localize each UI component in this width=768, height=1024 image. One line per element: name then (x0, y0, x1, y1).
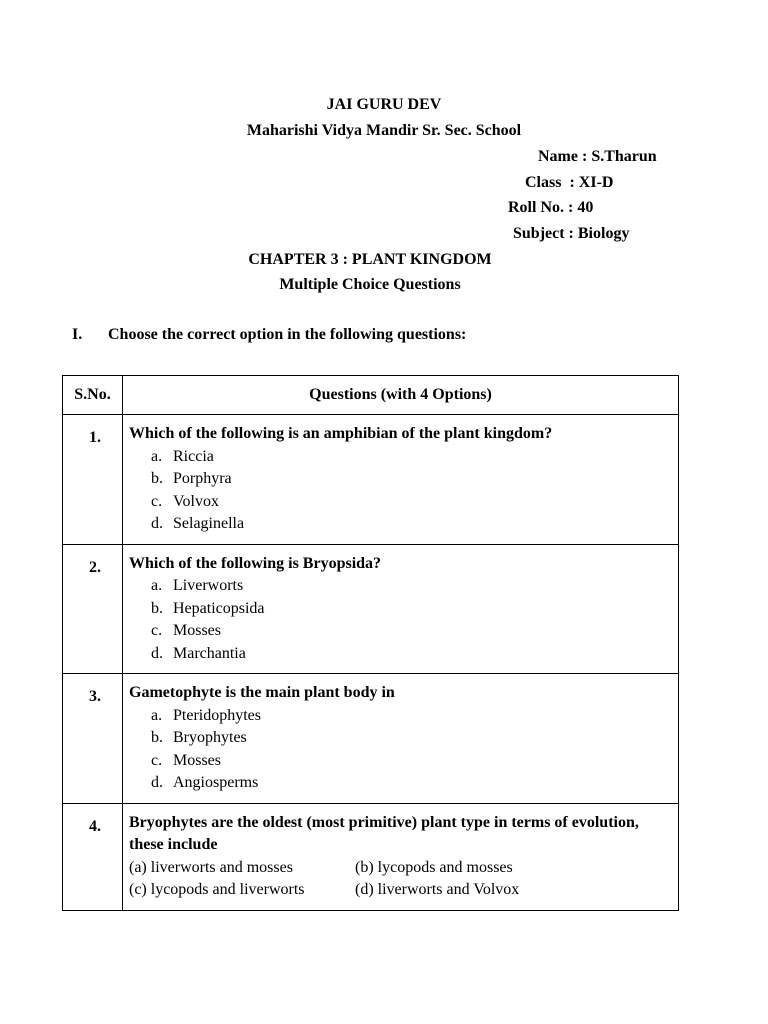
option-text: (d) liverworts and Volvox (355, 881, 520, 898)
column-header-sno: S.No. (63, 376, 123, 415)
option-letter: a. (151, 447, 163, 465)
question-text: Which of the following is an amphibian of the plant kingdom? (129, 425, 553, 442)
question-cell (123, 544, 679, 674)
option-letter: b. (151, 729, 163, 746)
option-letter: a. (151, 577, 163, 594)
table-header-row (63, 376, 679, 415)
option-text: Mosses (173, 622, 222, 639)
option-text: Angiosperms (173, 774, 259, 791)
question-row (63, 674, 679, 804)
option-text: Pteridophytes (173, 706, 261, 724)
option-list (129, 705, 672, 795)
option-list (129, 575, 672, 665)
option-letter: c. (151, 622, 163, 639)
option-text: Hepaticopsida (173, 599, 265, 617)
question-number: 3. (63, 674, 123, 804)
option-list (129, 446, 672, 536)
option-text: Marchantia (173, 644, 246, 662)
student-class: Class : XI-D (525, 174, 614, 191)
question-cell (123, 415, 679, 545)
option-item (151, 727, 672, 750)
question-number: 4. (63, 803, 123, 910)
option-text: Riccia (173, 447, 214, 465)
option-letter: d. (151, 774, 163, 791)
option-text: (b) lycopods and mosses (355, 858, 513, 876)
section-heading (72, 325, 466, 345)
question-text: Gametophyte is the main plant body in (129, 684, 395, 701)
option-item (151, 491, 672, 514)
option-letter: d. (151, 644, 163, 662)
option-text: (a) liverworts and mosses (129, 858, 293, 876)
option-text: Selaginella (173, 515, 245, 532)
option-item (151, 575, 672, 598)
roll-number: Roll No. : 40 (508, 199, 594, 216)
option-item (151, 446, 672, 469)
question-number: 2. (63, 544, 123, 674)
option-letter: b. (151, 599, 163, 617)
question-cell (123, 803, 679, 910)
option-text: Bryophytes (173, 729, 247, 746)
questions-table (62, 375, 679, 911)
option-letter: d. (151, 515, 163, 532)
question-number: 1. (63, 415, 123, 545)
option-letter: c. (151, 751, 163, 769)
chapter-title: CHAPTER 3 : PLANT KINGDOM (248, 251, 492, 268)
question-cell (123, 674, 679, 804)
question-row (63, 803, 679, 910)
school-name: Maharishi Vidya Mandir Sr. Sec. School (246, 122, 522, 139)
column-header-questions: Questions (with 4 Options) (123, 376, 679, 415)
question-text: Bryophytes are the oldest (most primitive) plant type in terms of evolution, these include (129, 813, 639, 853)
question-row (63, 544, 679, 674)
subject: Subject : Biology (513, 225, 630, 242)
option-item (151, 598, 672, 621)
option-item (151, 750, 672, 773)
option-text: Porphyra (173, 470, 232, 487)
question-row (63, 415, 679, 545)
page-subtitle: Multiple Choice Questions (279, 276, 461, 293)
option-letter: c. (151, 492, 163, 510)
option-letter: a. (151, 706, 163, 724)
option-item (151, 643, 672, 666)
option-item (151, 772, 672, 795)
option-grid (129, 857, 672, 902)
option-item (151, 705, 672, 728)
option-text: (c) lycopods and liverworts (129, 881, 305, 898)
option-text: Volvox (173, 492, 219, 510)
option-letter: b. (151, 470, 163, 487)
option-item (151, 468, 672, 491)
option-text: Mosses (173, 751, 222, 769)
header-title: JAI GURU DEV (326, 96, 442, 113)
question-text: Which of the following is Bryopsida? (129, 554, 382, 572)
option-text: Liverworts (173, 577, 244, 594)
student-name: Name : S.Tharun (538, 148, 657, 165)
section-number: I. (72, 326, 83, 343)
section-instruction: Choose the correct option in the following questions: (108, 326, 467, 343)
option-item (151, 513, 672, 536)
option-item (151, 620, 672, 643)
